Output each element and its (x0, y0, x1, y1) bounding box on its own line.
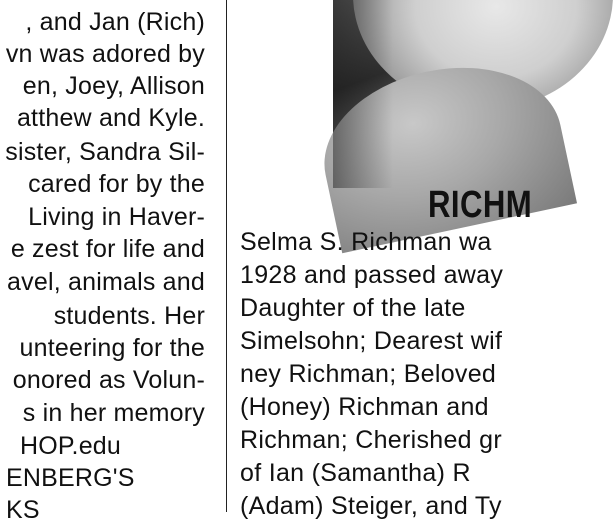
portrait-shadow (333, 0, 393, 188)
left-text-line: Living in Haver- (28, 203, 205, 231)
right-text-line: 1928 and passed away (240, 261, 504, 289)
left-text-line: ENBERG'S (6, 464, 135, 492)
left-text-line: atthew and Kyle. (16, 104, 205, 132)
left-text-line: onored as Volun- (12, 366, 205, 394)
column-divider (226, 0, 227, 512)
right-text-line: Simelsohn; Dearest wif (240, 327, 503, 355)
left-text-line: sister, Sandra Sil- (5, 138, 205, 166)
left-text-line: students. Her (53, 302, 205, 330)
right-text-line: (Honey) Richman and (240, 393, 489, 421)
left-text-line: e zest for life and (10, 235, 205, 263)
obituary-right-column (240, 0, 533, 520)
left-text-line: vn was adored by (5, 40, 205, 68)
obituary-name-heading: RICHM (428, 184, 533, 226)
right-text-line: ney Richman; Beloved (240, 360, 497, 388)
left-text-line: , and Jan (Rich) (25, 8, 205, 36)
right-text-line: Selma S. Richman wa (240, 228, 492, 256)
left-text-line: s in her memory (22, 399, 205, 427)
left-text-line: avel, animals and (7, 268, 205, 296)
left-text-line: HOP.edu (20, 432, 122, 460)
left-text-line: unteering for the (19, 334, 205, 362)
obituary-left-column (0, 0, 212, 524)
left-text-line: KS (6, 496, 40, 524)
right-text-line: (Adam) Steiger, and Ty (240, 492, 502, 520)
left-text-line: en, Joey, Allison (22, 72, 205, 100)
right-text-line: of Ian (Samantha) R (240, 459, 471, 487)
right-text-line: Richman; Cherished gr (240, 426, 502, 454)
portrait-photo (333, 0, 533, 188)
left-text-line: cared for by the (28, 170, 205, 198)
right-text-line: Daughter of the late (240, 294, 466, 322)
